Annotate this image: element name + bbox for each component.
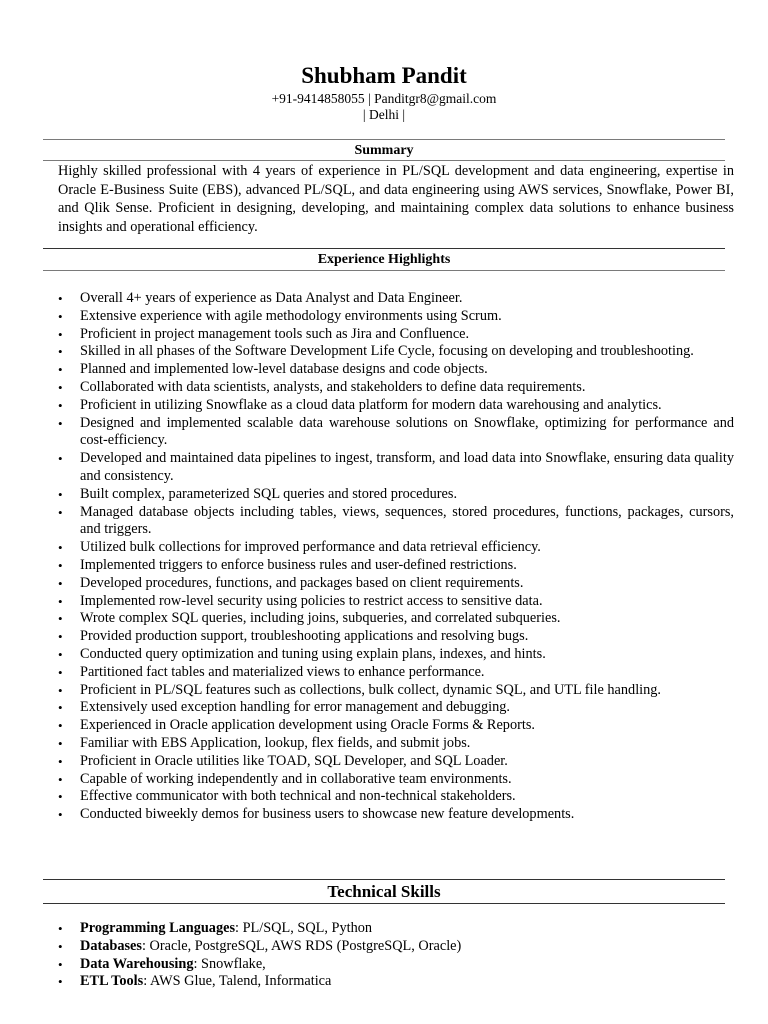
- skill-item: [58, 938, 734, 956]
- experience-item: • Utilized bulk collections for improved performance and data retrieval efficiency.: [58, 539, 734, 557]
- experience-item: • Extensive experience with agile methodology environments using Scrum.: [58, 308, 734, 326]
- experience-item: • Managed database objects including tables, views, sequences, stored procedures, functions, packages, cursors, and triggers.: [58, 504, 734, 540]
- divider: [43, 879, 725, 880]
- summary-text: Highly skilled professional with 4 years of experience in PL/SQL development and data engineering, expertise in Oracle E-Business Suite (EBS), advanced PL/SQL, and data engineering using AWS services, Snowflake, Power BI, and Qlik Sense. Proficient in designing, developing, and maintaining complex data solutions to enhance business insights and operational efficiency.: [58, 163, 734, 235]
- experience-item: • Effective communicator with both technical and non-technical stakeholders.: [58, 788, 734, 806]
- experience-item: • Proficient in PL/SQL features such as collections, bulk collect, dynamic SQL, and UTL file handling.: [58, 682, 734, 700]
- skill-value: : Oracle, PostgreSQL, AWS RDS (PostgreSQL, Oracle): [141, 937, 462, 954]
- experience-item: • Developed and maintained data pipelines to ingest, transform, and load data into Snowflake, ensuring data quality and consistency.: [58, 450, 734, 486]
- skill-value: : Snowflake,: [193, 955, 266, 972]
- divider: [43, 903, 725, 904]
- skill-value: : PL/SQL, SQL, Python: [235, 920, 373, 936]
- experience-item: • Provided production support, troubleshooting applications and resolving bugs.: [58, 628, 734, 646]
- divider: [43, 248, 725, 249]
- divider: [43, 160, 725, 161]
- experience-item: • Capable of working independently and in collaborative team environments.: [58, 771, 734, 789]
- divider: [43, 270, 725, 271]
- experience-item: • Experienced in Oracle application development using Oracle Forms & Reports.: [58, 717, 734, 735]
- skill-label: Databases: [80, 937, 142, 954]
- skill-label: Programming Languages: [80, 920, 236, 936]
- experience-item: • Built complex, parameterized SQL queries and stored procedures.: [58, 486, 734, 504]
- location-line: | Delhi |: [362, 107, 406, 122]
- skill-item: [58, 956, 734, 974]
- experience-item: • Proficient in utilizing Snowflake as a cloud data platform for modern data warehousing and analytics.: [58, 397, 734, 415]
- experience-item: • Conducted biweekly demos for business users to showcase new feature developments.: [58, 806, 734, 824]
- experience-list: [58, 290, 734, 824]
- skill-value: : AWS Glue, Talend, Informatica: [143, 973, 332, 990]
- experience-item: • Conducted query optimization and tuning using explain plans, indexes, and hints.: [58, 646, 734, 664]
- contact-line: +91-9414858055 | Panditgr8@gmail.com: [271, 91, 497, 106]
- skills-list: [58, 920, 734, 991]
- experience-item: • Implemented triggers to enforce business rules and user-defined restrictions.: [58, 557, 734, 575]
- experience-item: • Proficient in Oracle utilities like TOAD, SQL Developer, and SQL Loader.: [58, 753, 734, 771]
- experience-item: • Collaborated with data scientists, analysts, and stakeholders to define data requirements.: [58, 379, 734, 397]
- experience-item: • Implemented row-level security using policies to restrict access to sensitive data.: [58, 593, 734, 611]
- experience-item: • Planned and implemented low-level database designs and code objects.: [58, 361, 734, 379]
- experience-item: • Skilled in all phases of the Software Development Life Cycle, focusing on developing and troubleshooting.: [58, 343, 734, 361]
- divider: [43, 139, 725, 140]
- experience-item: • Designed and implemented scalable data warehouse solutions on Snowflake, optimizing for performance and cost-efficiency.: [58, 415, 734, 451]
- experience-item: • Proficient in project management tools such as Jira and Confluence.: [58, 326, 734, 344]
- experience-heading: Experience Highlights: [317, 252, 451, 267]
- experience-item: • Partitioned fact tables and materialized views to enhance performance.: [58, 664, 734, 682]
- skill-label: ETL Tools: [80, 973, 144, 990]
- skill-item: [58, 973, 734, 991]
- experience-item: • Familiar with EBS Application, lookup, flex fields, and submit jobs.: [58, 735, 734, 753]
- skill-item: [58, 920, 734, 938]
- skills-heading: Technical Skills: [327, 882, 441, 901]
- skill-label: Data Warehousing: [80, 955, 194, 972]
- experience-item: • Overall 4+ years of experience as Data Analyst and Data Engineer.: [58, 290, 734, 308]
- summary-heading: Summary: [354, 143, 414, 158]
- experience-item: • Wrote complex SQL queries, including joins, subqueries, and correlated subqueries.: [58, 610, 734, 628]
- experience-item: • Extensively used exception handling for error management and debugging.: [58, 699, 734, 717]
- experience-item: • Developed procedures, functions, and packages based on client requirements.: [58, 575, 734, 593]
- candidate-name: Shubham Pandit: [301, 63, 467, 88]
